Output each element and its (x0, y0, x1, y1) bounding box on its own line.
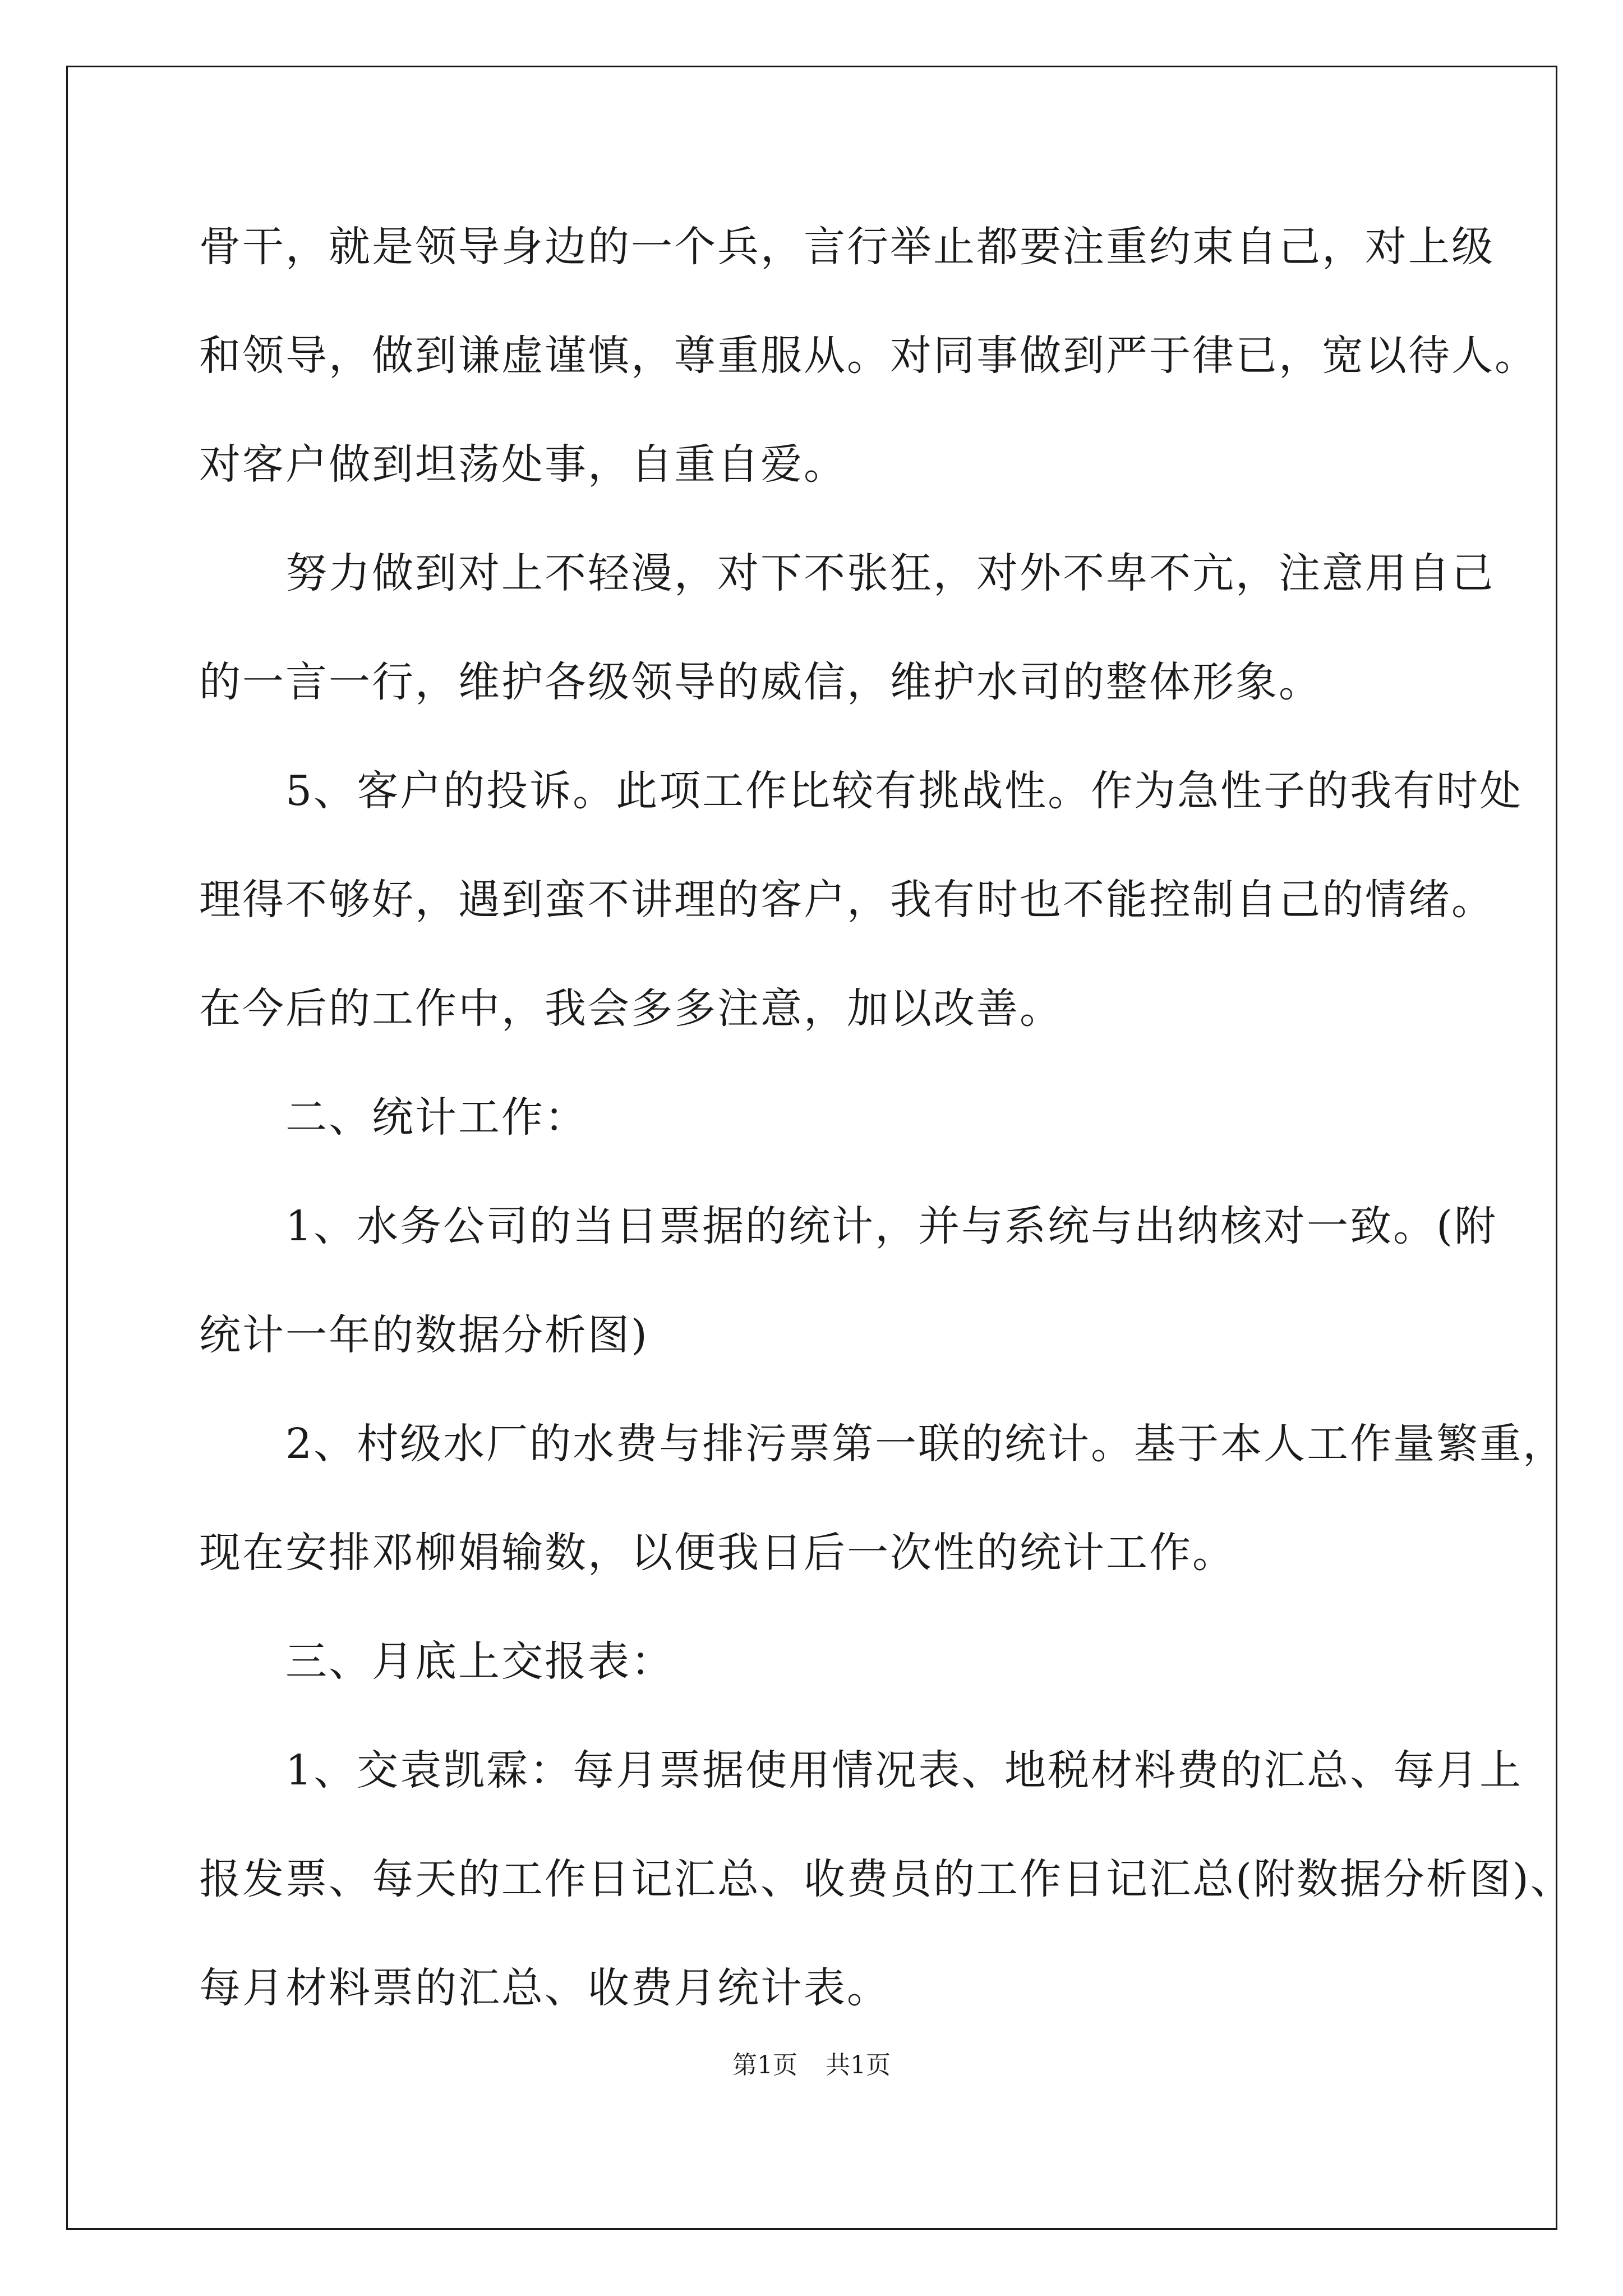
text-line: 和领导，做到谦虚谨慎，尊重服从。对同事做到严于律已，宽以待人。 (199, 332, 1538, 380)
text-line: 对客户做到坦荡处事，自重自爱。 (199, 440, 847, 489)
text-line: 现在安排邓柳娟输数，以便我日后一次性的统计工作。 (199, 1529, 1235, 1577)
text-line: 的一言一行，维护各级领导的威信，维护水司的整体形象。 (199, 658, 1322, 706)
text-line: 5、客户的投诉。此项工作比较有挑战性。作为急性子的我有时处 (199, 767, 1523, 815)
page-footer (0, 2045, 1623, 2081)
section-heading: 三、月底上交报表： (199, 1637, 674, 1686)
text-line: 努力做到对上不轻漫，对下不张狂，对外不卑不亢，注意用自己 (199, 549, 1495, 597)
text-line: 骨干，就是领导身边的一个兵，言行举止都要注重约束自己，对上级 (199, 223, 1495, 271)
text-line: 报发票、每天的工作日记汇总、收费员的工作日记汇总(附数据分析图)、 (199, 1855, 1574, 1903)
page-number: 第1页 (732, 2051, 797, 2079)
text-line: 2、村级水厂的水费与排污票第一联的统计。基于本人工作量繁重， (199, 1420, 1566, 1468)
page-total: 共1页 (826, 2051, 891, 2079)
text-line: 在今后的工作中，我会多多注意，加以改善。 (199, 984, 1063, 1033)
text-line: 1、水务公司的当日票据的统计，并与系统与出纳核对一致。(附 (199, 1202, 1497, 1250)
text-line: 理得不够好，遇到蛮不讲理的客户，我有时也不能控制自己的情绪。 (199, 876, 1495, 924)
text-line: 每月材料票的汇总、收费月统计表。 (199, 1964, 890, 2012)
text-line: 1、交袁凯霖：每月票据使用情况表、地税材料费的汇总、每月上 (199, 1746, 1523, 1795)
text-line: 统计一年的数据分析图) (199, 1311, 649, 1359)
document-body (199, 216, 1574, 2066)
section-heading: 二、统计工作： (199, 1093, 588, 1142)
